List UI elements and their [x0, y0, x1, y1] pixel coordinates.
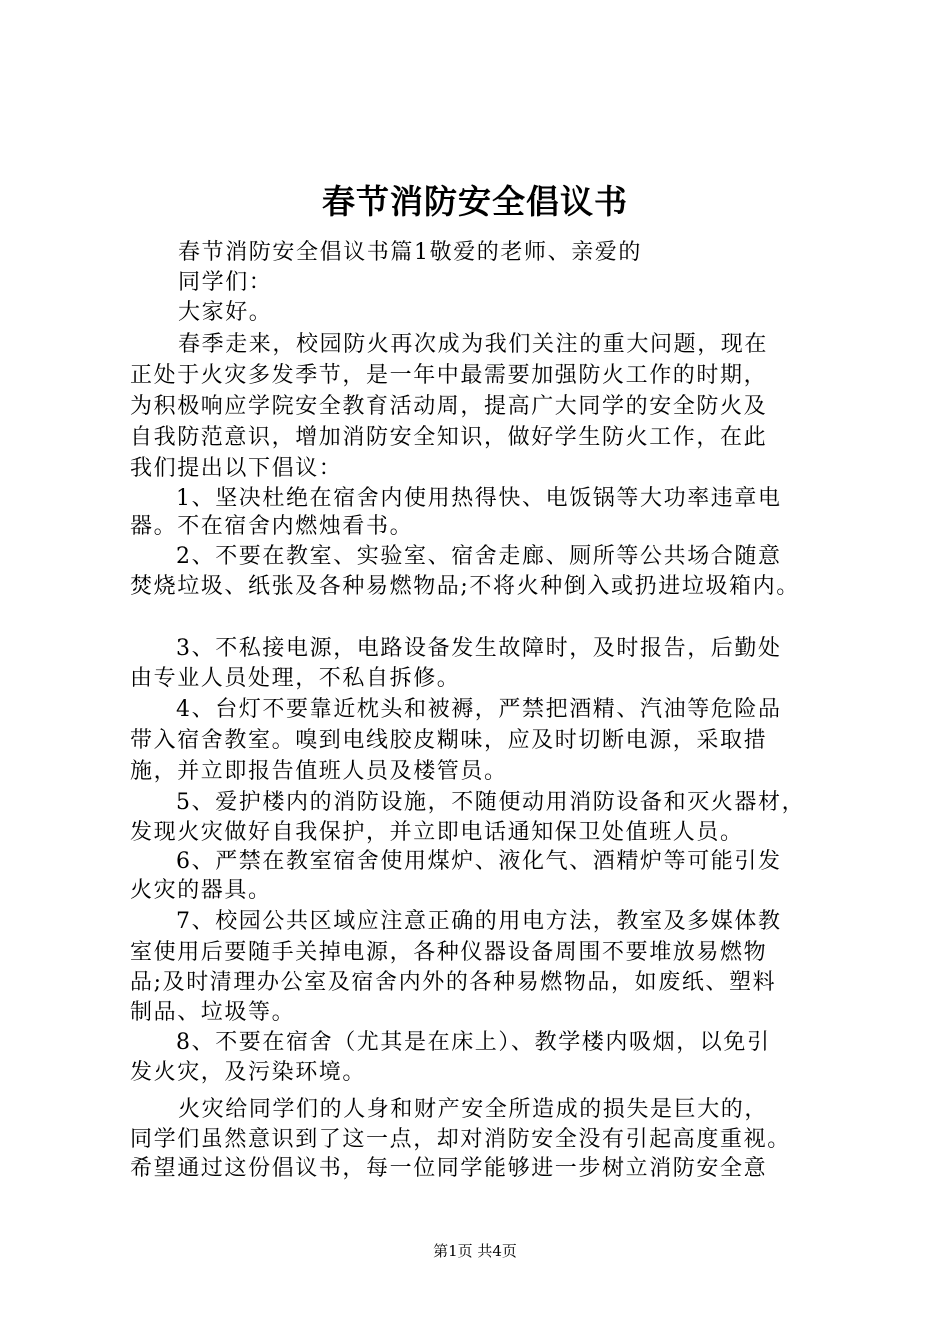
- body-line: 春季走来，校园防火再次成为我们关注的重大问题，现在: [178, 332, 769, 357]
- body-line: 5、爱护楼内的消防设施，不随便动用消防设备和灭火器材，: [176, 790, 806, 815]
- body-line: 自我防范意识，增加消防安全知识，做好学生防火工作，在此: [130, 425, 768, 450]
- body-line: 为积极响应学院安全教育活动周，提高广大同学的安全防火及: [130, 394, 768, 419]
- body-line: 2、不要在教室、实验室、宿舍走廊、厕所等公共场合随意: [176, 544, 782, 569]
- body-line: 7、校园公共区域应注意正确的用电方法，教室及多媒体教: [176, 909, 782, 934]
- body-line: 焚烧垃圾、纸张及各种易燃物品;不将火种倒入或扔进垃圾箱内。: [130, 574, 800, 599]
- body-line: 火灾的器具。: [130, 878, 272, 903]
- body-line: 由专业人员处理，不私自拆修。: [130, 666, 461, 691]
- body-line: 8、不要在宿舍（尤其是在床上）、教学楼内吸烟，以免引: [176, 1030, 771, 1055]
- body-line: 火灾给同学们的人身和财产安全所造成的损失是巨大的，: [178, 1097, 769, 1122]
- body-line: 室使用后要随手关掉电源，各种仪器设备周围不要堆放易燃物: [130, 940, 768, 965]
- body-line: 制品、垃圾等。: [130, 1000, 296, 1025]
- body-line: 大家好。: [178, 300, 273, 325]
- body-line: 器。不在宿舍内燃烛看书。: [130, 514, 414, 539]
- body-line: 同学们虽然意识到了这一点，却对消防安全没有引起高度重视。: [130, 1127, 791, 1152]
- body-line: 带入宿舍教室。嗅到电线胶皮糊味，应及时切断电源，采取措: [130, 728, 768, 753]
- body-line: 我们提出以下倡议：: [130, 456, 343, 481]
- body-line: 春节消防安全倡议书篇1敬爱的老师、亲爱的: [178, 240, 642, 265]
- body-line: 发现火灾做好自我保护，并立即电话通知保卫处值班人员。: [130, 820, 744, 845]
- page-number-footer: 第1页 共4页: [433, 1242, 517, 1260]
- body-line: 施，并立即报告值班人员及楼管员。: [130, 759, 508, 784]
- body-line: 4、台灯不要靠近枕头和被褥，严禁把酒精、汽油等危险品: [176, 697, 782, 722]
- body-line: 希望通过这份倡议书，每一位同学能够进一步树立消防安全意: [130, 1156, 768, 1181]
- body-line: 3、不私接电源，电路设备发生故障时，及时报告，后勤处: [176, 636, 782, 661]
- body-line: 同学们：: [178, 270, 273, 295]
- document-title: 春节消防安全倡议书: [322, 182, 628, 221]
- body-line: 6、严禁在教室宿舍使用煤炉、液化气、酒精炉等可能引发: [176, 849, 782, 874]
- body-line: 1、坚决杜绝在宿舍内使用热得快、电饭锅等大功率违章电: [176, 486, 782, 511]
- body-line: 品;及时清理办公室及宿舍内外的各种易燃物品，如废纸、塑料: [130, 970, 777, 995]
- body-line: 发火灾，及污染环境。: [130, 1060, 367, 1085]
- body-line: 正处于火灾多发季节，是一年中最需要加强防火工作的时期，: [130, 363, 768, 388]
